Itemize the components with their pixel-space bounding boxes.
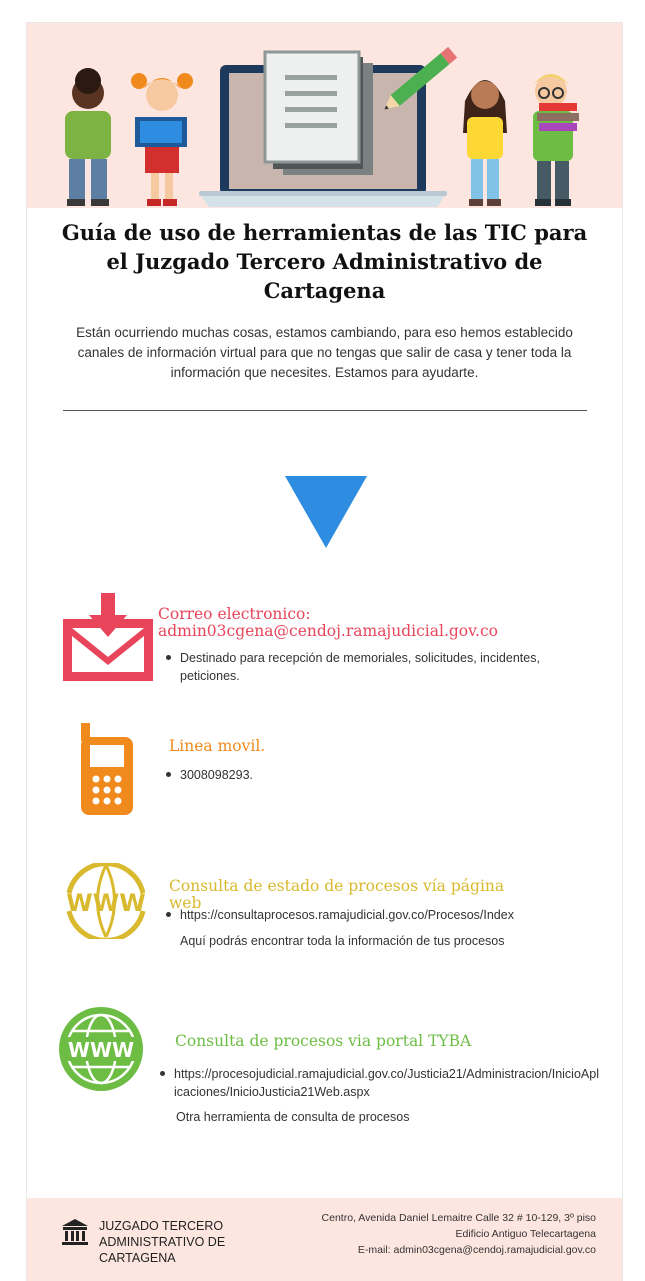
email-section-title: [158, 606, 498, 640]
footer-email[interactable]: E-mail: admin03cgena@cendoj.ramajudicial.gov.co: [357, 1244, 596, 1256]
mail-download-icon: [63, 593, 153, 683]
intro-text: Están ocurriendo muchas cosas, estamos cambiando, para eso hemos establecido canales de información virtual para que no tengas que salir de casa y tener toda la información que necesites. Estamos para ayudarte.: [76, 325, 573, 380]
www-globe-icon: [57, 1005, 145, 1093]
footer-address-line2: Edificio Antiguo Telecartagena: [455, 1228, 596, 1240]
email-bullet: Destinado para recepción de memoriales, solicitudes, incidentes, peticiones.: [164, 649, 540, 685]
web-section-title: Consulta de estado de procesos vía página web: [169, 877, 505, 912]
divider: [63, 410, 587, 411]
web-note: Aquí podrás encontrar toda la información de tus procesos: [180, 934, 505, 948]
down-arrow-icon: [285, 476, 367, 548]
svg-text:WWW: WWW: [67, 1038, 135, 1062]
tyba-link[interactable]: https://procesojudicial.ramajudicial.gov.co/Justicia21/Administracion/InicioAplicaciones/InicioJusticia21Web.aspx: [158, 1065, 599, 1101]
phone-section-title: Linea movil.: [169, 737, 266, 755]
tyba-section-title: Consulta de procesos via portal TYBA: [175, 1032, 472, 1050]
courthouse-icon: [61, 1218, 89, 1246]
footer-institution-name: JUZGADO TERCERO ADMINISTRATIVO DE CARTAGENA: [99, 1219, 226, 1265]
footer-address: [266, 1210, 596, 1258]
hero-illustration: [27, 23, 622, 208]
email-title-label: Correo electronico:: [158, 605, 311, 623]
page-title: Guía de uso de herramientas de las TIC para el Juzgado Tercero Administrativo de Cartagena: [61, 220, 588, 303]
email-address[interactable]: admin03cgena@cendoj.ramajudicial.gov.co: [158, 622, 498, 640]
tyba-note: Otra herramienta de consulta de procesos: [176, 1110, 410, 1124]
guide-card: [26, 22, 623, 1281]
phone-number[interactable]: 3008098293.: [164, 766, 380, 784]
svg-text:WWW: WWW: [66, 889, 146, 917]
web-link[interactable]: https://consultaprocesos.ramajudicial.gov.co/Procesos/Index: [164, 906, 560, 924]
footer: [27, 1198, 622, 1281]
kids-laptop-illustration: [27, 23, 622, 208]
mobile-phone-icon: [81, 723, 133, 815]
footer-address-line1: Centro, Avenida Daniel Lemaitre Calle 32 # 10-129, 3º piso: [321, 1212, 596, 1224]
www-icon: [61, 863, 151, 939]
